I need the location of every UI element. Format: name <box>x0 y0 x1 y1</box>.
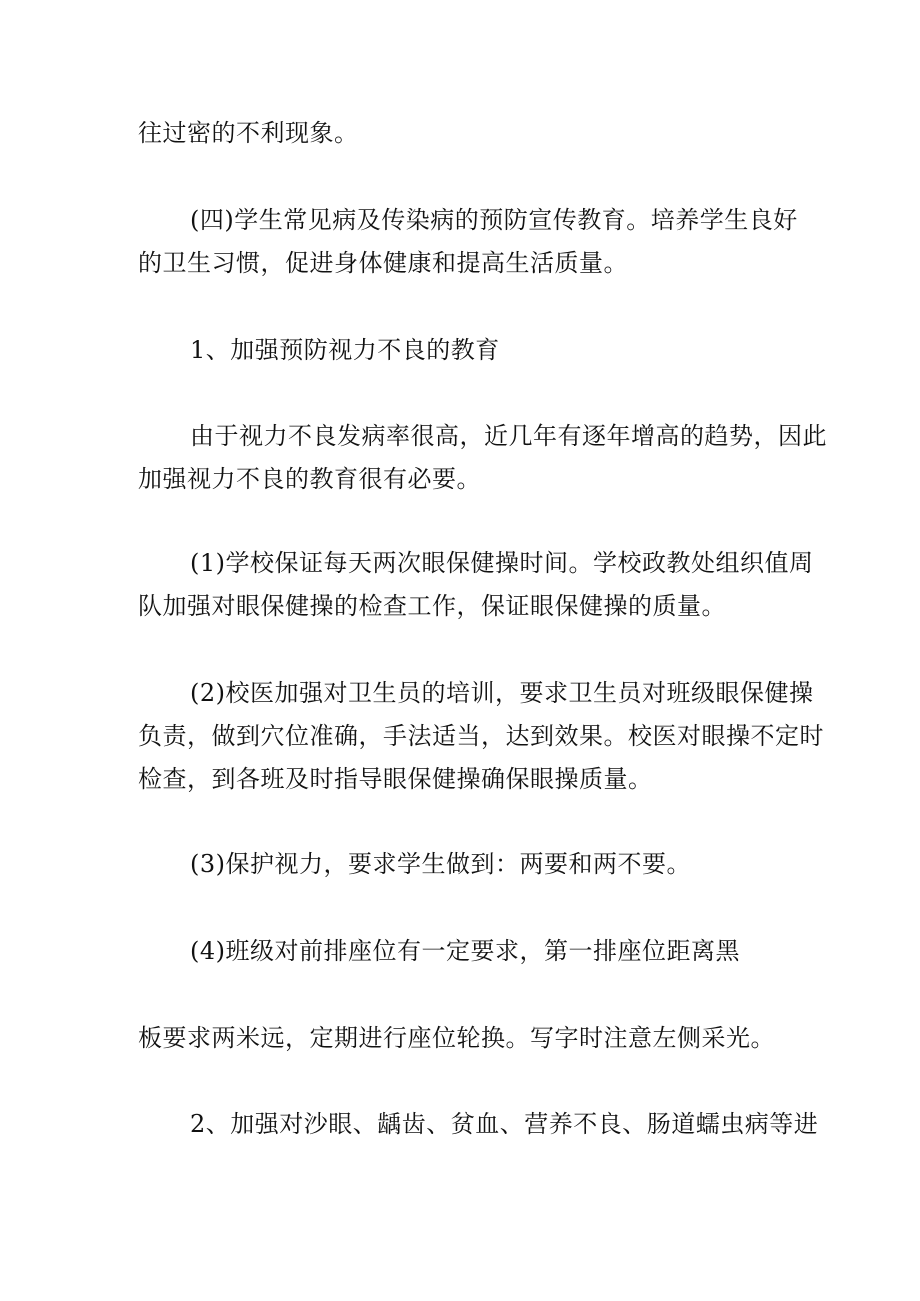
text-line: 检查，到各班及时指导眼保健操确保眼操质量。 <box>138 765 653 793</box>
text-line: (3)保护视力，要求学生做到：两要和两不要。 <box>190 850 691 878</box>
text-line: 2、加强对沙眼、龋齿、贫血、营养不良、肠道蠕虫病等进 <box>190 1110 819 1138</box>
text-line: 加强视力不良的教育很有必要。 <box>138 465 481 493</box>
text-line: (1)学校保证每天两次眼保健操时间。学校政教处组织值周 <box>190 549 814 577</box>
text-line: 的卫生习惯，促进身体健康和提高生活质量。 <box>138 249 628 277</box>
text-line: (四)学生常见病及传染病的预防宣传教育。培养学生良好 <box>190 206 798 234</box>
text-line: 1、加强预防视力不良的教育 <box>190 336 500 364</box>
text-line: 往过密的不利现象。 <box>138 119 359 147</box>
text-line: 板要求两米远，定期进行座位轮换。写字时注意左侧采光。 <box>138 1024 775 1052</box>
text-line: 队加强对眼保健操的检查工作，保证眼保健操的质量。 <box>138 592 726 620</box>
text-line: (2)校医加强对卫生员的培训，要求卫生员对班级眼保健操 <box>190 679 814 707</box>
text-line: (4)班级对前排座位有一定要求，第一排座位距离黑 <box>190 937 740 965</box>
text-line: 负责，做到穴位准确，手法适当，达到效果。校医对眼操不定时 <box>138 722 824 750</box>
text-line: 由于视力不良发病率很高，近几年有逐年增高的趋势，因此 <box>190 422 827 450</box>
